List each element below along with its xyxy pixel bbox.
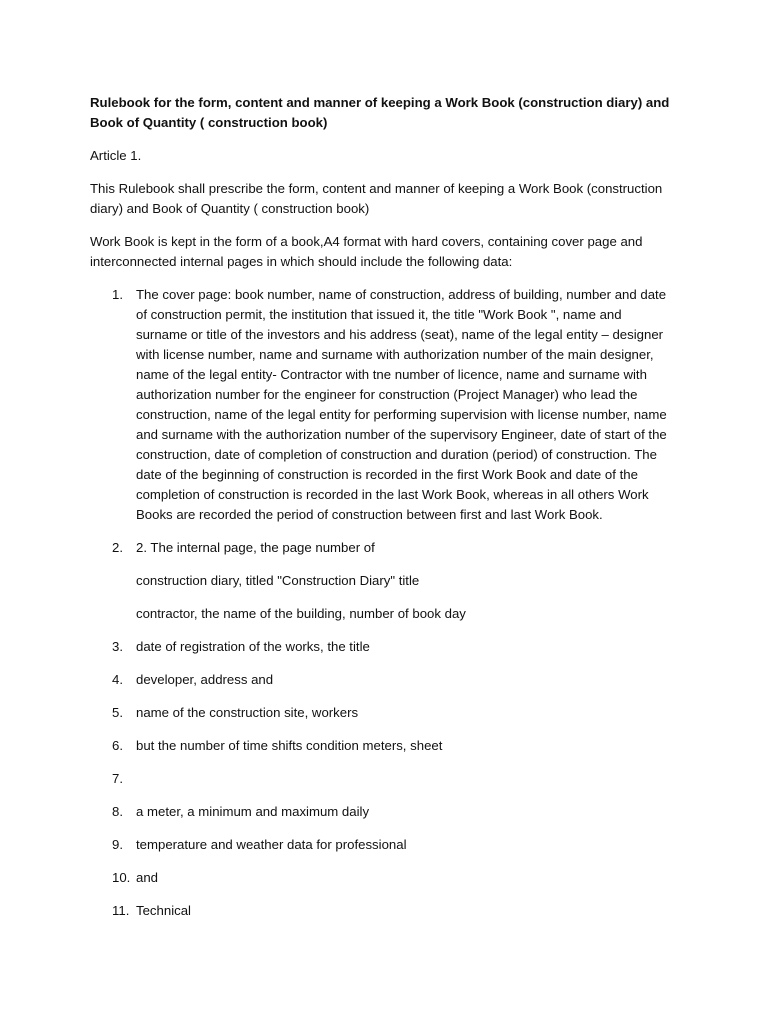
list-item-text: date of registration of the works, the title [136, 639, 370, 654]
list-item-number: 8. [112, 804, 123, 819]
list-item-number: 11. [112, 903, 130, 918]
list-item-text [136, 771, 140, 786]
list-item [90, 868, 670, 888]
list-item-text: The cover page: book number, name of construction, address of building, number and date of construction permit, the institution that issued it, the title "Work Book ", name and surname or title of the investors and his address (seat), name of the legal entity – designer with license number, name and surname with authorization number of the main designer, name of the legal entity- Contractor with tne number of licence, name and surname with authorization number for the engineer for construction (Project Manager) who lead the construction, name of the legal entity for performing supervision with license number, name and surname with the authorization number of the supervisory Engineer, date of start of the construction, date of completion of construction and duration (period) of construction. The date of the beginning of construction is recorded in the first Work Book and date of the completion of construction is recorded in the last Work Book, whereas in all others Work Books are recorded the period of construction between first and last Work Book. [136, 287, 667, 522]
list-item-number: 2. [112, 540, 123, 555]
list-item-text: temperature and weather data for professional [136, 837, 407, 852]
list-item-number: 6. [112, 738, 123, 753]
data-list [90, 285, 670, 921]
list-item-number: 10. [112, 870, 131, 885]
list-item-text: Technical [136, 903, 191, 918]
paragraph: Work Book is kept in the form of a book,A4 format with hard covers, containing cover page and interconnected internal pages in which should include the following data: [90, 234, 643, 269]
list-item-subline: construction diary, titled "Construction Diary" title [136, 573, 420, 588]
document-title: Rulebook for the form, content and manner of keeping a Work Book (construction diary) and Book of Quantity ( construction book) [90, 95, 670, 130]
list-item-text: developer, address and [136, 672, 274, 687]
list-item-number: 1. [112, 287, 123, 302]
list-item-text: name of the construction site, workers [136, 705, 359, 720]
paragraph: This Rulebook shall prescribe the form, content and manner of keeping a Work Book (construction diary) and Book of Quantity ( construction book) [90, 181, 663, 216]
list-item [90, 637, 670, 657]
list-item-text: but the number of time shifts condition meters, sheet [136, 738, 443, 753]
list-item-number: 5. [112, 705, 123, 720]
list-item [90, 835, 670, 855]
list-item [90, 703, 670, 723]
list-item-text: 2. The internal page, the page number of [136, 540, 375, 555]
list-item [90, 736, 670, 756]
article-heading: Article 1. [90, 148, 142, 163]
list-item-text: and [136, 870, 159, 885]
list-item [90, 802, 670, 822]
list-item [90, 670, 670, 690]
list-item-number: 9. [112, 837, 123, 852]
list-item-text: a meter, a minimum and maximum daily [136, 804, 370, 819]
list-item [90, 769, 670, 789]
list-item-number: 3. [112, 639, 123, 654]
list-item [90, 901, 670, 921]
document-page [90, 93, 670, 934]
list-item [90, 538, 670, 624]
list-item-number: 4. [112, 672, 123, 687]
list-item-subline: contractor, the name of the building, number of book day [136, 606, 466, 621]
list-item-number: 7. [112, 771, 123, 786]
list-item [90, 285, 670, 525]
